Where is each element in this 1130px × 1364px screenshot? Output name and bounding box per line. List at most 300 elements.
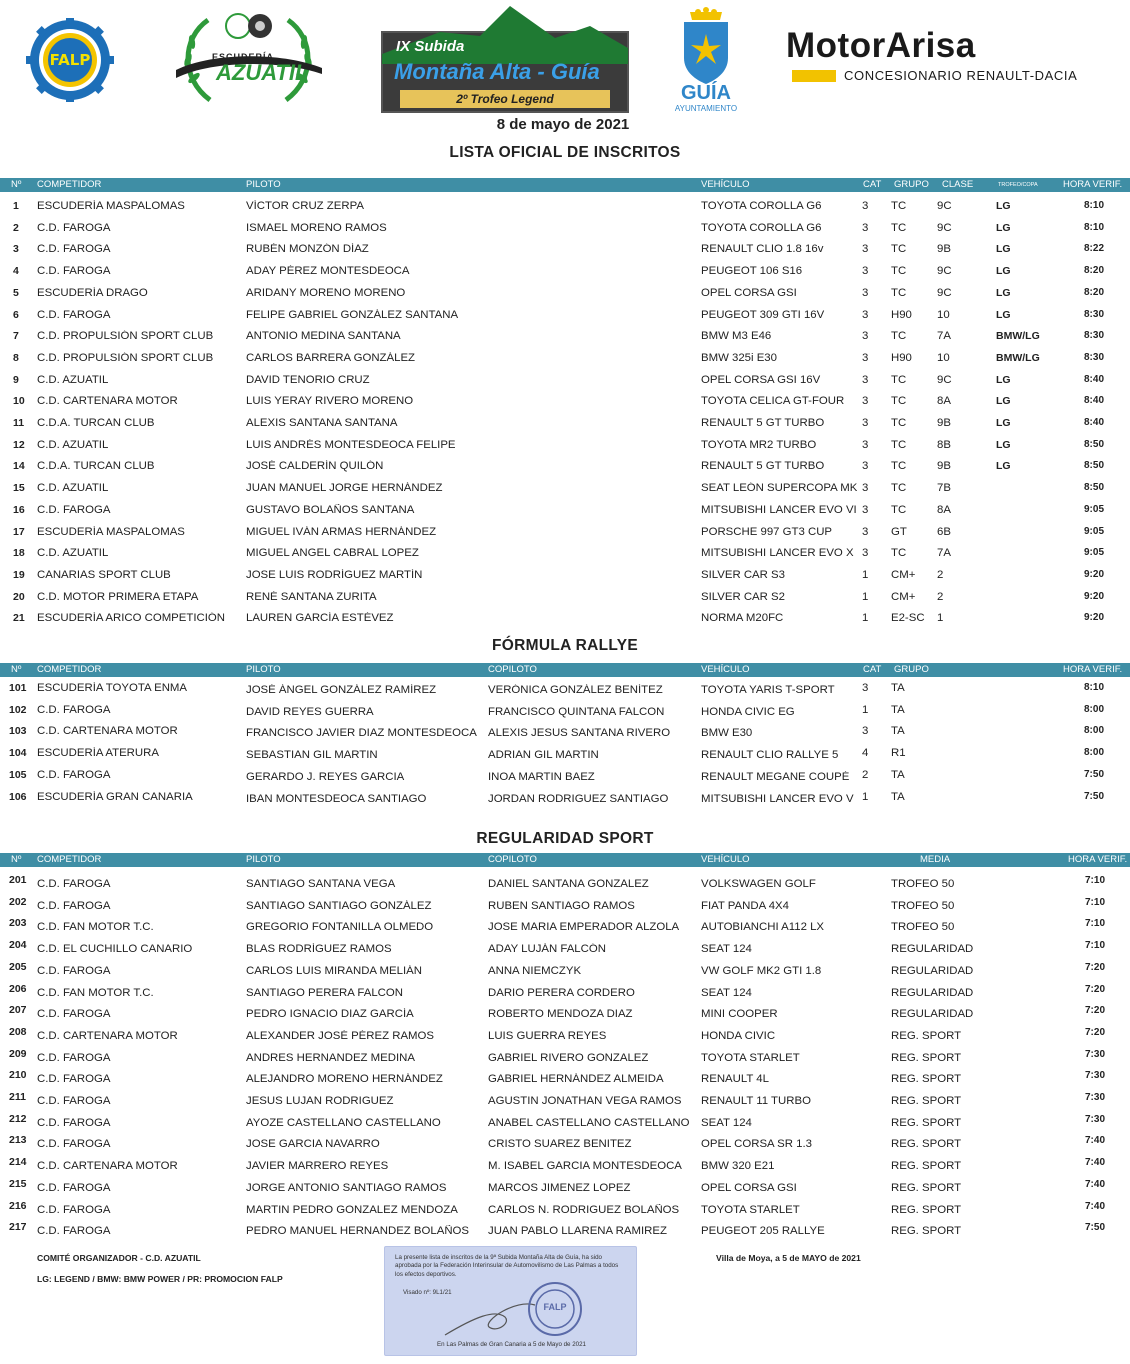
cell-hora: 8:22 (1084, 243, 1105, 255)
cell-vehiculo: RENAULT CLIO RALLYE 5 (701, 749, 839, 762)
cell-vehiculo: MITSUBISHI LANCER EVO V (701, 792, 854, 805)
azuatil-name: AZUATIL (216, 60, 309, 85)
cell-competidor: ESCUDERÍA ATERURA (37, 747, 159, 760)
col-clase: CLASE (942, 179, 974, 190)
col-hora: HORA VERIF. (1063, 179, 1123, 190)
cell-piloto: ALEXANDER JOSÉ PÉREZ RAMOS (246, 1029, 434, 1042)
cell-cat: 3 (862, 438, 869, 451)
cell-grupo: TC (891, 200, 907, 212)
regularidad-table-header (0, 853, 1130, 867)
cell-hora: 8:20 (1084, 265, 1105, 277)
cell-vehiculo: SEAT 124 (701, 943, 752, 956)
cell-hora: 8:00 (1084, 747, 1105, 759)
cell-vehiculo: RENAULT CLIO 1.8 16v (701, 243, 824, 256)
cell-copiloto: ADAY LUJÁN FALCÓN (488, 943, 606, 956)
cell-copiloto: ROBERTO MENDOZA DIAZ (488, 1008, 633, 1021)
cell-vehiculo: NORMA M20FC (701, 612, 784, 625)
cell-clase: 7B (937, 482, 951, 495)
cell-competidor: C.D. PROPULSIÓN SPORT CLUB (37, 351, 214, 364)
cell-vehiculo: TOYOTA STARLET (701, 1203, 800, 1216)
cell-competidor: CANARIAS SPORT CLUB (37, 568, 171, 581)
cell-grupo: TC (891, 221, 907, 234)
cell-competidor: C.D. FAROGA (37, 1203, 111, 1216)
cell-n: 216 (9, 1199, 27, 1212)
cell-hora: 8:00 (1084, 725, 1105, 737)
cell-competidor: C.D. FAROGA (37, 1116, 111, 1129)
cell-copiloto: ANABEL CASTELLANO CASTELLANO (488, 1116, 690, 1129)
cell-vehiculo: PEUGEOT 205 RALLYE (701, 1225, 825, 1238)
cell-media: REG. SPORT (891, 1160, 962, 1173)
cell-n: 205 (9, 960, 27, 973)
table-row (0, 939, 1130, 961)
cell-vehiculo: RENAULT 5 GT TURBO (701, 460, 825, 473)
cell-piloto: LUIS YERAY RIVERO MORENO (246, 395, 414, 408)
col-piloto: PILOTO (246, 854, 281, 865)
cell-vehiculo: HONDA CIVIC (701, 1029, 776, 1042)
cell-hora: 7:20 (1085, 961, 1106, 973)
cell-clase: 7A (937, 330, 951, 343)
cell-hora: 7:40 (1085, 1178, 1106, 1190)
cell-trofeo: LG (996, 373, 1011, 386)
cell-media: REG. SPORT (891, 1029, 962, 1042)
col-trofeo: TROFEO/COPA (998, 182, 1038, 188)
cell-piloto: ANDRES HERNANDEZ MEDINA (246, 1051, 415, 1064)
cell-clase: 6B (937, 525, 951, 538)
cell-piloto: ISMAEL MORENO RAMOS (246, 221, 387, 234)
cell-trofeo: LG (996, 265, 1011, 278)
cell-clase: 9C (937, 221, 952, 234)
cell-competidor: ESCUDERÍA GRAN CANARIA (37, 790, 193, 803)
cell-cat: 1 (862, 590, 869, 603)
cell-grupo: H90 (891, 308, 912, 321)
cell-vehiculo: BMW M3 E46 (701, 330, 772, 343)
cell-vehiculo: TOYOTA COROLLA G6 (701, 221, 822, 234)
table-row (0, 1156, 1130, 1178)
cell-piloto: AYOZE CASTELLANO CASTELLANO (246, 1116, 441, 1129)
col-piloto: PILOTO (246, 179, 281, 190)
cell-n: 19 (13, 568, 25, 581)
cell-competidor: C.D. FAROGA (37, 1051, 111, 1064)
cell-cat: 3 (862, 547, 869, 560)
cell-piloto: ADAY PÉREZ MONTESDEOCA (246, 265, 410, 278)
cell-trofeo: LG (996, 417, 1011, 429)
motorarisa-sub: CONCESIONARIO RENAULT-DACIA (844, 68, 1078, 83)
cell-cat: 1 (862, 703, 869, 716)
table-row (0, 305, 1130, 327)
table-row (0, 500, 1130, 522)
cell-vehiculo: BMW 320 E21 (701, 1160, 775, 1173)
cell-piloto: GREGORIO FONTANILLA OLMEDO (246, 921, 434, 934)
cell-cat: 3 (862, 330, 869, 343)
table-row (0, 745, 1130, 767)
stamp-approval-text: La presente lista de inscritos de la 9ª Subida Montaña Alta de Guía, ha sido aprobada por la Federación Interinsular de Automovilismo de Las Palmas a todos los efectos deportivos. (395, 1254, 619, 1278)
table-row (0, 1221, 1130, 1243)
cell-copiloto: JUAN PABLO LLARENA RAMIREZ (488, 1225, 667, 1238)
cell-piloto: JUAN MANUEL JORGE HERNÁNDEZ (246, 482, 443, 495)
cell-piloto: ALEJANDRO MORENO HERNÁNDEZ (246, 1073, 443, 1086)
cell-vehiculo: VW GOLF MK2 GTI 1.8 (701, 964, 822, 977)
cell-copiloto: ANNA NIEMCZYK (488, 964, 582, 977)
cell-clase: 9C (937, 373, 952, 386)
cell-trofeo: LG (996, 243, 1011, 256)
cell-clase: 9B (937, 417, 951, 429)
cell-copiloto: FRANCISCO QUINTANA FALCON (488, 705, 665, 718)
cell-vehiculo: OPEL CORSA SR 1.3 (701, 1138, 812, 1151)
cell-cat: 3 (862, 525, 869, 538)
cell-piloto: RENÉ SANTANA ZURITA (246, 590, 377, 603)
col-n: Nº (11, 179, 22, 190)
cell-grupo: CM+ (891, 568, 916, 581)
table-row (0, 543, 1130, 565)
cell-trofeo: LG (996, 460, 1011, 473)
cell-competidor: C.D. FAROGA (37, 221, 111, 234)
cell-vehiculo: TOYOTA CELICA GT-FOUR (701, 395, 845, 408)
cell-clase: 1 (937, 612, 944, 625)
cell-vehiculo: TOYOTA YARIS T-SPORT (701, 684, 835, 696)
cell-piloto: GUSTAVO BOLAÑOS SANTANA (246, 503, 415, 516)
cell-cat: 3 (862, 503, 869, 516)
table-row (0, 435, 1130, 457)
cell-copiloto: JOSE MARIA EMPERADOR ALZOLA (488, 921, 680, 934)
col-hora: HORA VERIF. (1063, 664, 1123, 675)
cell-media: REG. SPORT (891, 1225, 962, 1238)
cell-n: 5 (13, 286, 19, 299)
cell-cat: 3 (862, 221, 869, 234)
cell-piloto: PEDRO MANUEL HERNANDEZ BOLAÑOS (246, 1225, 470, 1238)
cell-vehiculo: BMW E30 (701, 727, 753, 740)
table-row (0, 1069, 1130, 1091)
table-row (0, 1178, 1130, 1200)
cell-media: REG. SPORT (891, 1051, 962, 1064)
cell-piloto: MIGUEL IVÁN ARMAS HERNÁNDEZ (246, 525, 437, 538)
col-piloto: PILOTO (246, 664, 281, 675)
approval-stamp (384, 1246, 637, 1356)
falp-logo-text: FALP (49, 51, 91, 69)
cell-hora: 8:10 (1084, 200, 1105, 211)
cell-vehiculo: RENAULT MEGANE COUPÉ (701, 770, 850, 783)
cell-grupo: TC (891, 265, 907, 278)
cell-piloto: CARLOS BARRERA GONZÁLEZ (246, 351, 416, 364)
cell-copiloto: AGUSTIN JONATHAN VEGA RAMOS (488, 1095, 682, 1107)
cell-hora: 7:10 (1085, 875, 1106, 886)
cell-hora: 8:40 (1084, 373, 1105, 385)
cell-piloto: FRANCISCO JAVIER DIAZ MONTESDEOCA (246, 727, 477, 740)
cell-vehiculo: MINI COOPER (701, 1008, 778, 1021)
col-copiloto: COPILOTO (488, 664, 537, 675)
cell-media: REG. SPORT (891, 1116, 962, 1129)
cell-hora: 9:05 (1084, 547, 1105, 559)
cell-n: 105 (9, 768, 27, 781)
cell-media: REG. SPORT (891, 1073, 962, 1086)
cell-competidor: ESCUDERÍA MASPALOMAS (37, 525, 185, 538)
cell-n: 10 (13, 395, 25, 408)
cell-n: 2 (13, 221, 19, 234)
logos-header (0, 0, 1130, 118)
cell-competidor: C.D. FAROGA (37, 1138, 111, 1151)
cell-competidor: C.D. AZUATIL (37, 438, 109, 451)
cell-piloto: GERARDO J. REYES GARCIA (246, 770, 405, 783)
event-date: 8 de mayo de 2021 (496, 116, 630, 133)
cell-grupo: TA (891, 725, 905, 738)
cell-n: 203 (9, 917, 27, 930)
cell-hora: 7:40 (1085, 1200, 1106, 1212)
place-date-note: Villa de Moya, a 5 de MAYO de 2021 (716, 1253, 861, 1263)
cell-cat: 3 (862, 725, 869, 738)
cell-competidor: C.D. FAROGA (37, 265, 111, 278)
guia-sub: AYUNTAMIENTO (674, 104, 738, 113)
cell-cat: 3 (862, 373, 869, 386)
cell-vehiculo: OPEL CORSA GSI 16V (701, 373, 821, 386)
cell-vehiculo: AUTOBIANCHI A112 LX (701, 921, 825, 934)
cell-piloto: DAVID REYES GUERRA (246, 705, 374, 718)
cell-vehiculo: RENAULT 4L (701, 1073, 769, 1086)
cell-competidor: C.D. FAN MOTOR T.C. (37, 986, 154, 999)
cell-hora: 9:20 (1084, 590, 1105, 602)
cell-vehiculo: FIAT PANDA 4X4 (701, 899, 789, 912)
table-row (0, 723, 1130, 745)
cell-cat: 3 (862, 265, 869, 278)
cell-piloto: MIGUEL ANGEL CABRAL LOPEZ (246, 547, 419, 560)
table-row (0, 1200, 1130, 1222)
cell-n: 207 (9, 1004, 27, 1017)
cell-hora: 9:05 (1084, 503, 1105, 515)
cell-clase: 2 (937, 590, 944, 603)
table-row (0, 261, 1130, 283)
table-row (0, 565, 1130, 587)
cell-media: REGULARIDAD (891, 1008, 974, 1021)
cell-n: 210 (9, 1069, 27, 1082)
cell-clase: 8A (937, 503, 951, 516)
cell-trofeo: BMW/LG (996, 330, 1040, 343)
cell-vehiculo: PORSCHE 997 GT3 CUP (701, 525, 833, 538)
cell-hora: 7:30 (1085, 1048, 1106, 1060)
cell-grupo: TC (891, 330, 907, 343)
cell-grupo: TA (891, 682, 905, 694)
cell-hora: 8:10 (1084, 682, 1105, 693)
cell-grupo: TA (891, 790, 905, 803)
cell-cat: 3 (862, 286, 869, 299)
cell-competidor: C.D. FAROGA (37, 1095, 111, 1107)
cell-hora: 7:30 (1085, 1113, 1106, 1125)
cell-trofeo: LG (996, 286, 1011, 299)
cell-copiloto: RUBEN SANTIAGO RAMOS (488, 899, 635, 912)
cell-vehiculo: TOYOTA COROLLA G6 (701, 200, 822, 212)
cell-competidor: C.D. AZUATIL (37, 373, 109, 386)
cell-n: 202 (9, 895, 27, 908)
table-row (0, 767, 1130, 789)
cell-clase: 2 (937, 568, 944, 581)
cell-grupo: GT (891, 525, 907, 538)
cell-copiloto: VERÓNICA GONZÁLEZ BENÍTEZ (488, 684, 663, 696)
cell-cat: 3 (862, 200, 869, 212)
cell-hora: 7:20 (1085, 1026, 1106, 1038)
cell-hora: 9:20 (1084, 568, 1105, 580)
cell-vehiculo: SILVER CAR S2 (701, 590, 785, 603)
table-row (0, 391, 1130, 413)
cell-grupo: TC (891, 438, 907, 451)
cell-vehiculo: HONDA CIVIC EG (701, 705, 795, 718)
cell-copiloto: JORDAN RODRIGUEZ SANTIAGO (488, 792, 669, 805)
cell-vehiculo: PEUGEOT 106 S16 (701, 265, 803, 278)
stamp-bottom-text: En Las Palmas de Gran Canaria a 5 de Mayo de 2021 (437, 1341, 586, 1348)
cell-piloto: PEDRO IGNACIO DIAZ GARCÍA (246, 1008, 414, 1021)
cell-competidor: C.D. FAROGA (37, 503, 111, 516)
cell-vehiculo: OPEL CORSA GSI (701, 286, 797, 299)
cell-grupo: TC (891, 286, 907, 299)
cell-n: 1 (13, 200, 19, 212)
cell-competidor: ESCUDERÍA TOYOTA ENMA (37, 682, 188, 694)
cell-n: 213 (9, 1134, 27, 1147)
cell-competidor: C.D. EL CUCHILLO CANARIO (37, 943, 193, 956)
col-vehiculo: VEHÍCULO (701, 664, 750, 675)
cell-competidor: C.D. FAROGA (37, 703, 111, 716)
cell-copiloto: CRISTO SUAREZ BENITEZ (488, 1138, 632, 1151)
cell-n: 9 (13, 373, 19, 386)
cell-n: 6 (13, 308, 19, 321)
subida-edition: IX Subida (396, 38, 465, 55)
cell-competidor: C.D. FAN MOTOR T.C. (37, 921, 154, 934)
cell-competidor: C.D. FAROGA (37, 899, 111, 912)
table-row (0, 1026, 1130, 1048)
cell-competidor: C.D. FAROGA (37, 1073, 111, 1086)
cell-n: 101 (9, 682, 27, 694)
cell-media: REGULARIDAD (891, 943, 974, 956)
cell-trofeo: LG (996, 438, 1011, 451)
col-vehiculo: VEHÍCULO (701, 179, 750, 190)
cell-cat: 3 (862, 482, 869, 495)
cell-hora: 8:30 (1084, 330, 1105, 342)
cell-media: TROFEO 50 (891, 878, 955, 890)
col-competidor: COMPETIDOR (37, 179, 102, 190)
cell-media: REG. SPORT (891, 1095, 962, 1107)
cell-trofeo: LG (996, 200, 1011, 212)
motorarisa-name: MotorArisa (786, 26, 976, 65)
cell-clase: 9B (937, 460, 951, 473)
cell-hora: 7:20 (1085, 1005, 1106, 1017)
cell-copiloto: LUIS GUERRA REYES (488, 1029, 607, 1042)
cell-media: REG. SPORT (891, 1138, 962, 1151)
table-row (0, 917, 1130, 939)
cell-n: 8 (13, 351, 19, 364)
cell-n: 15 (13, 482, 25, 495)
cell-cat: 3 (862, 308, 869, 321)
cell-n: 215 (9, 1177, 27, 1190)
cell-vehiculo: VOLKSWAGEN GOLF (701, 878, 816, 890)
cell-vehiculo: SEAT 124 (701, 1116, 752, 1129)
cell-piloto: RUBÉN MONZÓN DÍAZ (246, 243, 369, 256)
cell-piloto: JESUS LUJAN RODRIGUEZ (246, 1095, 394, 1107)
guia-logo (664, 6, 748, 114)
cell-media: TROFEO 50 (891, 921, 955, 934)
cell-hora: 8:50 (1084, 460, 1105, 472)
cell-n: 217 (9, 1221, 27, 1234)
table-row (0, 218, 1130, 240)
table-row (0, 1004, 1130, 1026)
cell-competidor: C.D.A. TURCAN CLUB (37, 417, 155, 429)
cell-n: 211 (9, 1091, 26, 1103)
cell-piloto: JOSÉ CALDERÍN QUILÓN (246, 460, 384, 473)
cell-copiloto: ALEXIS JESUS SANTANA RIVERO (488, 727, 671, 740)
cell-competidor: C.D. FAROGA (37, 308, 111, 321)
cell-competidor: C.D. FAROGA (37, 1225, 111, 1238)
cell-hora: 7:50 (1084, 768, 1105, 780)
cell-media: TROFEO 50 (891, 899, 955, 912)
cell-media: REG. SPORT (891, 1181, 962, 1194)
cell-hora: 7:10 (1085, 896, 1106, 908)
cell-media: REGULARIDAD (891, 964, 974, 977)
cell-competidor: C.D. PROPULSIÓN SPORT CLUB (37, 330, 214, 343)
cell-n: 12 (13, 438, 25, 451)
col-grupo: GRUPO (894, 179, 929, 190)
cell-clase: 8B (937, 438, 951, 451)
guia-shield-icon (664, 6, 748, 86)
cell-cat: 2 (862, 768, 869, 781)
cell-n: 209 (9, 1047, 27, 1060)
cell-hora: 7:50 (1084, 790, 1105, 802)
cell-copiloto: MARCOS JIMENEZ LOPEZ (488, 1181, 631, 1194)
col-n: Nº (11, 854, 22, 865)
main-list-title: LISTA OFICIAL DE INSCRITOS (449, 144, 681, 161)
cell-n: 21 (13, 612, 25, 625)
cell-n: 4 (13, 265, 19, 278)
cell-piloto: JAVIER MARRERO REYES (246, 1160, 389, 1173)
cell-hora: 7:20 (1085, 983, 1106, 995)
cell-piloto: SANTIAGO PERERA FALCON (246, 986, 403, 999)
cell-competidor: ESCUDERÍA MASPALOMAS (37, 200, 185, 212)
cell-vehiculo: TOYOTA MR2 TURBO (701, 438, 817, 451)
cell-cat: 3 (862, 682, 869, 694)
cell-piloto: JOSE LUIS RODRÍGUEZ MARTÍN (246, 568, 423, 581)
azuatil-logo (172, 8, 324, 112)
cell-piloto: JORGE ANTONIO SANTIAGO RAMOS (246, 1181, 447, 1194)
cell-hora: 7:40 (1085, 1157, 1106, 1169)
cell-cat: 3 (862, 351, 869, 364)
cell-hora: 8:30 (1084, 351, 1105, 363)
cell-media: REG. SPORT (891, 1203, 962, 1216)
table-row (0, 1134, 1130, 1156)
cell-grupo: TC (891, 243, 907, 256)
cell-copiloto: CARLOS N. RODRIGUEZ BOLAÑOS (488, 1203, 680, 1216)
table-row (0, 680, 1130, 702)
cell-hora: 8:30 (1084, 308, 1105, 320)
cell-hora: 8:50 (1084, 482, 1105, 494)
cell-n: 106 (9, 790, 27, 803)
cell-piloto: IBAN MONTESDEOCA SANTIAGO (246, 792, 427, 805)
table-row (0, 961, 1130, 983)
cell-hora: 7:30 (1085, 1092, 1106, 1103)
cell-n: 208 (9, 1025, 27, 1038)
cell-vehiculo: TOYOTA STARLET (701, 1051, 800, 1064)
cell-piloto: FELIPE GABRIEL GONZÁLEZ SANTANA (246, 308, 459, 321)
table-row (0, 1113, 1130, 1135)
cell-n: 103 (9, 725, 27, 738)
cell-n: 16 (13, 503, 25, 516)
cell-piloto: BLAS RODRÍGUEZ RAMOS (246, 943, 392, 956)
cell-piloto: SANTIAGO SANTIAGO GONZÁLEZ (246, 899, 432, 912)
cell-trofeo: LG (996, 308, 1011, 321)
cell-grupo: CM+ (891, 590, 916, 603)
cell-competidor: C.D. CARTENARA MOTOR (37, 1160, 178, 1173)
cell-hora: 8:20 (1084, 286, 1105, 298)
cell-competidor: C.D. AZUATIL (37, 547, 109, 560)
col-grupo: GRUPO (894, 664, 929, 675)
table-row (0, 789, 1130, 811)
cell-competidor: C.D.A. TURCAN CLUB (37, 460, 155, 473)
cell-clase: 9C (937, 200, 952, 212)
cell-n: 201 (9, 874, 27, 886)
cell-competidor: ESCUDERÍA ARICO COMPETICIÓN (37, 612, 225, 625)
cell-clase: 7A (937, 547, 951, 560)
